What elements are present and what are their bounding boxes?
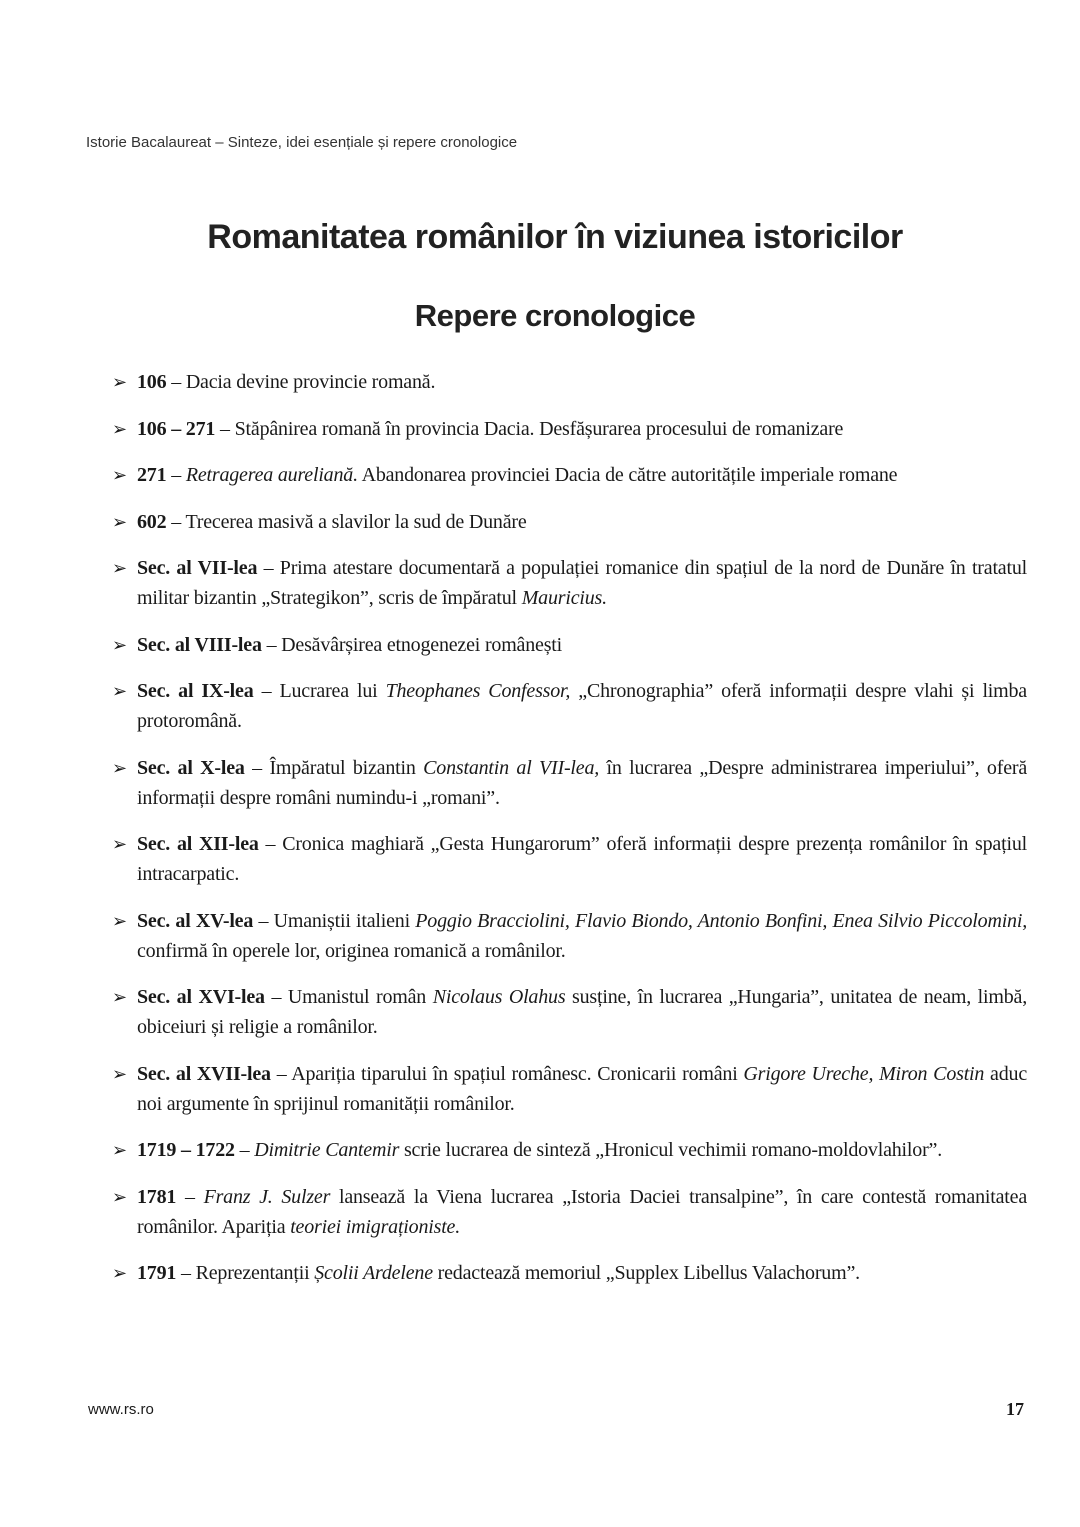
chronology-item bbox=[112, 630, 1027, 660]
bullet-arrow-icon: ➢ bbox=[112, 465, 127, 485]
bullet-arrow-icon: ➢ bbox=[112, 757, 127, 778]
item-date: Sec. al VII-lea bbox=[137, 557, 258, 579]
item-emphasis: Nicolaus Olahus bbox=[432, 986, 566, 1008]
item-text: Umanistul român bbox=[287, 986, 433, 1008]
item-dash: – bbox=[176, 1262, 196, 1284]
item-text: Abandonarea provinciei Dacia de către autoritățile imperiale romane bbox=[357, 464, 898, 486]
item-text: Stăpânirea romană în provincia Dacia. Desfășurarea procesului de romanizare bbox=[234, 417, 844, 440]
bullet-arrow-icon: ➢ bbox=[112, 372, 127, 392]
item-emphasis: Mauricius. bbox=[521, 587, 607, 609]
item-dash: – bbox=[253, 909, 274, 932]
item-text: Prima atestare documentară a populației romanice din spațiul de la nord de Dunăre în tratatul militar bizantin „Strategikon”, scris de împăratul bbox=[137, 557, 1027, 609]
chronology-item bbox=[112, 507, 1027, 537]
item-emphasis: Franz J. Sulzer bbox=[203, 1185, 331, 1208]
bullet-arrow-icon: ➢ bbox=[112, 834, 127, 854]
bullet-arrow-icon: ➢ bbox=[112, 418, 127, 439]
item-date: Sec. al XV-lea bbox=[137, 909, 254, 932]
bullet-arrow-icon: ➢ bbox=[112, 1186, 127, 1207]
chronology-item bbox=[112, 982, 1027, 1042]
item-date: 1719 – 1722 bbox=[137, 1139, 235, 1161]
item-text: Umaniștii italieni bbox=[273, 909, 416, 932]
item-text: susține, în lucrarea „Hungaria”, unitatea de neam, limbă, obiceiuri și religie a românilor. bbox=[137, 986, 1027, 1038]
item-date: Sec. al X-lea bbox=[137, 756, 245, 779]
item-dash: – bbox=[264, 986, 288, 1008]
item-text: Cronica maghiară „Gesta Hungarorum” oferă informații despre prezența românilor în spațiul intracarpatic. bbox=[137, 833, 1027, 885]
item-date: 1791 bbox=[137, 1262, 177, 1284]
item-date: Sec. al XVII-lea bbox=[137, 1062, 271, 1085]
item-dash: – bbox=[244, 756, 270, 779]
bullet-arrow-icon: ➢ bbox=[112, 681, 127, 701]
chronology-item bbox=[112, 1258, 1027, 1288]
item-dash: – bbox=[215, 417, 235, 440]
chronology-item bbox=[112, 1135, 1027, 1165]
page-number: 17 bbox=[1006, 1399, 1024, 1419]
chronology-item bbox=[112, 553, 1027, 613]
item-emphasis: Școlii Ardelene bbox=[314, 1262, 433, 1284]
item-dash: – bbox=[176, 1185, 204, 1208]
bullet-arrow-icon: ➢ bbox=[112, 511, 127, 532]
item-date: Sec. al IX-lea bbox=[137, 680, 254, 702]
item-date: 1781 bbox=[137, 1185, 177, 1208]
item-text: Reprezentanții bbox=[195, 1262, 315, 1284]
bullet-arrow-icon: ➢ bbox=[112, 987, 127, 1007]
item-text: redactează memoriul „Supplex Libellus Valachorum”. bbox=[432, 1262, 860, 1284]
chronology-item bbox=[112, 829, 1027, 889]
item-date: Sec. al XII-lea bbox=[137, 833, 259, 855]
item-text: Apariția tiparului în spațiul românesc. Cronicarii români bbox=[291, 1062, 744, 1085]
chronology-item bbox=[112, 1182, 1027, 1242]
chronology-item bbox=[112, 676, 1027, 736]
bullet-arrow-icon: ➢ bbox=[112, 1063, 127, 1084]
item-dash: – bbox=[253, 680, 280, 702]
item-text: Împăratul bizantin bbox=[269, 756, 424, 779]
bullet-arrow-icon: ➢ bbox=[112, 1140, 127, 1160]
chronology-item bbox=[112, 414, 1027, 444]
item-text: confirmă în operele lor, originea romanică a românilor. bbox=[137, 939, 566, 962]
item-date: 106 – 271 bbox=[137, 417, 216, 440]
item-dash: – bbox=[258, 833, 283, 855]
item-dash: – bbox=[270, 1062, 292, 1085]
chronology-item bbox=[112, 906, 1027, 966]
item-text: Trecerea masivă a slavilor la sud de Dunăre bbox=[185, 510, 527, 533]
item-text: Dacia devine provincie romană. bbox=[185, 371, 436, 393]
running-header: Istorie Bacalaureat – Sinteze, idei esențiale și repere cronologice bbox=[86, 134, 518, 151]
item-date: Sec. al XVI-lea bbox=[137, 986, 265, 1008]
item-emphasis: Dimitrie Cantemir bbox=[254, 1139, 400, 1161]
item-emphasis: Retragerea aureliană. bbox=[185, 464, 358, 486]
item-emphasis: Grigore Ureche, Miron Costin bbox=[743, 1062, 985, 1085]
item-date: 602 bbox=[137, 510, 167, 533]
item-date: Sec. al VIII-lea bbox=[137, 633, 262, 656]
item-dash: – bbox=[234, 1139, 255, 1161]
bullet-arrow-icon: ➢ bbox=[112, 634, 127, 655]
chronology-item bbox=[112, 753, 1027, 813]
item-date: 106 bbox=[137, 371, 167, 393]
item-dash: – bbox=[257, 557, 280, 579]
bullet-arrow-icon: ➢ bbox=[112, 1263, 127, 1283]
item-date: 271 bbox=[137, 464, 167, 486]
section-subtitle: Repere cronologice bbox=[414, 298, 696, 333]
item-dash: – bbox=[166, 371, 186, 393]
item-text: Desăvârșirea etnogenezei românești bbox=[281, 633, 563, 656]
bullet-arrow-icon: ➢ bbox=[112, 910, 127, 931]
item-emphasis: Theophanes Confessor, bbox=[385, 680, 571, 702]
item-emphasis: Constantin al VII-lea, bbox=[423, 756, 600, 779]
item-text: aduc noi argumente în sprijinul romanității românilor. bbox=[137, 1062, 1028, 1115]
item-emphasis: Poggio Bracciolini, Flavio Biondo, Antonio Bonfini, Enea Silvio Piccolomini, bbox=[415, 909, 1028, 932]
chronology-item bbox=[112, 460, 1027, 490]
chronology-item bbox=[112, 367, 1027, 397]
item-text: lansează la Viena lucrarea „Istoria Daciei transalpine”, în care contestă romanitatea românilor. Apariția bbox=[137, 1185, 1027, 1238]
item-text: în lucrarea „Despre administrarea imperiului”, oferă informații despre români numindu-i „romani”. bbox=[137, 756, 1028, 809]
item-emphasis: teoriei imigraționiste. bbox=[290, 1215, 461, 1238]
bullet-arrow-icon: ➢ bbox=[112, 558, 127, 578]
item-dash: – bbox=[261, 633, 282, 656]
footer-website: www.rs.ro bbox=[88, 1401, 154, 1418]
item-dash: – bbox=[166, 510, 186, 533]
item-text: scrie lucrarea de sinteză „Hronicul vechimii romano-moldovlahilor”. bbox=[399, 1139, 943, 1161]
item-text: „Chronographia” oferă informații despre vlahi și limba protoromână. bbox=[137, 680, 1027, 732]
chronology-item bbox=[112, 1059, 1027, 1119]
chronology-list bbox=[112, 367, 1027, 1305]
page-title: Romanitatea românilor în viziunea istoricilor bbox=[207, 218, 903, 256]
item-dash: – bbox=[166, 464, 186, 486]
item-text: Lucrarea lui bbox=[279, 680, 386, 702]
